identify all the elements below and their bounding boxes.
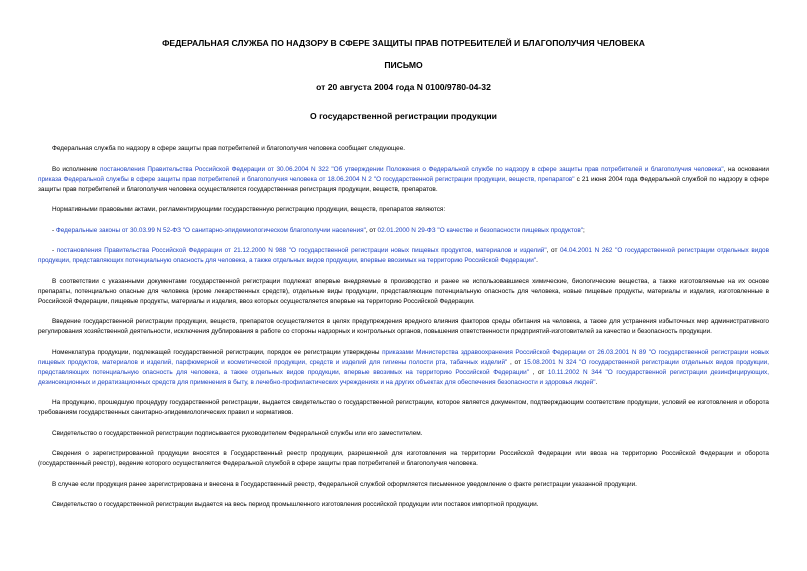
paragraph-certificate-signing: Свидетельство о государственной регистрации подписывается руководителем Федеральной службы или его заместителем.	[52, 429, 423, 437]
text-fragment: с 21 июня 2004 года Федеральной службой по надзору в сфере защиты прав потребителей и благополучия человека осуществляется государственная регистрация продукции, веществ, препаратов.	[38, 175, 769, 193]
paragraph-intro: Федеральная служба по надзору в сфере защиты прав потребителей и благополучия человека сообщает следующее.	[52, 145, 406, 152]
link-resolution-262[interactable]: 04.04.2001 N 262 "О государственной регистрации отдельных видов продукции, представляющих потенциальную опасность для человека, а также отдельных видов продукции, впервые ввозимых на территорию Российской Федерации"	[38, 247, 770, 264]
paragraph-state-register: Сведения о зарегистрированной продукции вносятся в Государственный реестр продукции, разрешенной для изготовления на территории Российской Федерации или ввоза на территорию Российской Федерации и оборота (государственный реестр), ведение которого осуществляется Федеральной службой в сфере защиты прав потребителей и благополучия человека.	[38, 450, 769, 467]
link-order-2[interactable]: приказа Федеральной службы в сфере защиты прав потребителей и благополучия человека от 18.06.2004 N 2 "О государственной регистрации продукции, веществ, препаратов"	[38, 175, 575, 183]
link-law-29fz[interactable]: 02.01.2000 N 29-ФЗ "О качестве и безопасности пищевых продуктов"	[377, 226, 583, 234]
paragraph-government-resolutions	[38, 246, 769, 266]
paragraph-normative-acts: Нормативными правовыми актами, регламентирующими государственную регистрацию продукции, веществ, препаратов являются:	[52, 206, 446, 213]
paragraph-federal-laws	[38, 226, 769, 236]
paragraph-basis	[38, 165, 769, 195]
text-fragment: , от	[528, 368, 548, 376]
paragraph-certificate-period: Свидетельство о государственной регистрации выдается на весь период промышленного изготовления российской продукции или поставок импортной продукции.	[52, 501, 539, 508]
link-order-344[interactable]: 10.11.2002 N 344 "О государственной регистрации дезинфицирующих, дезинсекционных и дератизационных средств для применения в быту, в лечебно-профилактических учреждениях и на других объектах для обеспечения безопасности и здоровья людей"	[38, 368, 769, 386]
link-law-52fz[interactable]: Федеральные законы от 30.03.99 N 52-ФЗ "О санитарно-эпидемиологическом благополучии населения"	[55, 226, 366, 234]
paragraph-nomenclature	[38, 348, 769, 388]
document-date-number: от 20 августа 2004 года N 0100/9780-04-32	[316, 82, 491, 92]
text-fragment: , от	[365, 226, 378, 234]
text-fragment: -	[52, 247, 57, 254]
agency-heading: ФЕДЕРАЛЬНАЯ СЛУЖБА ПО НАДЗОРУ В СФЕРЕ ЗАЩИТЫ ПРАВ ПОТРЕБИТЕЛЕЙ И БЛАГОПОЛУЧИЯ ЧЕЛОВЕКА	[162, 38, 645, 48]
document-type: ПИСЬМО	[384, 60, 423, 70]
text-fragment: .	[536, 257, 538, 264]
text-fragment: -	[52, 226, 56, 234]
paragraph-registration-subjects: В соответствии с указанными документами государственной регистрации подлежат впервые внедряемые в производство и ранее не использовавшиеся химические, биологические вещества, а также изготовляемые на их основе препараты, потенциально опасные для человека (кроме лекарственных средств), отдельные виды продукции, представляющие потенциальную опасность для человека, новые пищевые продукты, материалы и изделия, изготовленные в Российской Федерации, пищевые продукты, материалы и изделия, ввоз которых осуществляется впервые на территорию Российской Федерации.	[38, 277, 769, 305]
link-resolution-322[interactable]: постановления Правительства Российской Федерации от 30.06.2004 N 322 "Об утверждении Положения о Федеральной службе по надзору в сфере защиты прав потребителей и благополучия человека"	[100, 165, 724, 173]
paragraph-notification: В случае если продукция ранее зарегистрирована и внесена в Государственный реестр, Федеральной службой оформляется письменное уведомление о факте регистрации указанной продукции.	[52, 480, 637, 488]
paragraph-purpose: Введение государственной регистрации продукции, веществ, препаратов осуществляется в целях предупреждения вредного влияния факторов среды обитания на человека, а также для устранения избыточных мер административного регулирования хозяйственной деятельности, исключения дублирования в работе со стороны надзорных и контрольных органов, повышения ответственности предприятий-изготовителей за качество и безопасность продукции.	[38, 318, 769, 335]
paragraph-certificate: На продукцию, прошедшую процедуру государственной регистрации, выдается свидетельство о государственной регистрации, которое является документом, подтверждающим соответствие продукции, условий ее изготовления и оборота требованиям государственных санитарно-эпидемиологических правил и нормативов.	[38, 399, 769, 416]
link-order-324[interactable]: 15.08.2001 N 324 "О государственной регистрации отдельных видов продукции, представляющих потенциальную опасность для человека, а также отдельных видов продукции, впервые ввозимых на территорию Российской Федерации"	[38, 358, 769, 376]
text-fragment: ;	[583, 226, 585, 234]
text-fragment: Во исполнение	[52, 165, 101, 173]
link-order-89[interactable]: приказами Министерства здравоохранения Российской Федерации от 26.03.2001 N 89 "О государственной регистрации новых пищевых продуктов, материалов и изделий, парфюмерной и косметической продукции, средств и изделий для гигиены полости рта, табачных изделий"	[38, 348, 769, 366]
link-resolution-988[interactable]: постановления Правительства Российской Федерации от 21.12.2000 N 988 "О государственной регистрации новых пищевых продуктов, материалов и изделий"	[56, 247, 547, 254]
text-fragment: Номенклатура продукции, подлежащей государственной регистрации, порядок ее регистрации утверждены	[52, 348, 383, 356]
text-fragment: , от	[507, 358, 524, 366]
text-fragment: , от	[546, 247, 560, 254]
text-fragment: .	[595, 378, 598, 386]
text-fragment: , на основании	[723, 165, 769, 173]
document-subject: О государственной регистрации продукции	[310, 111, 497, 121]
